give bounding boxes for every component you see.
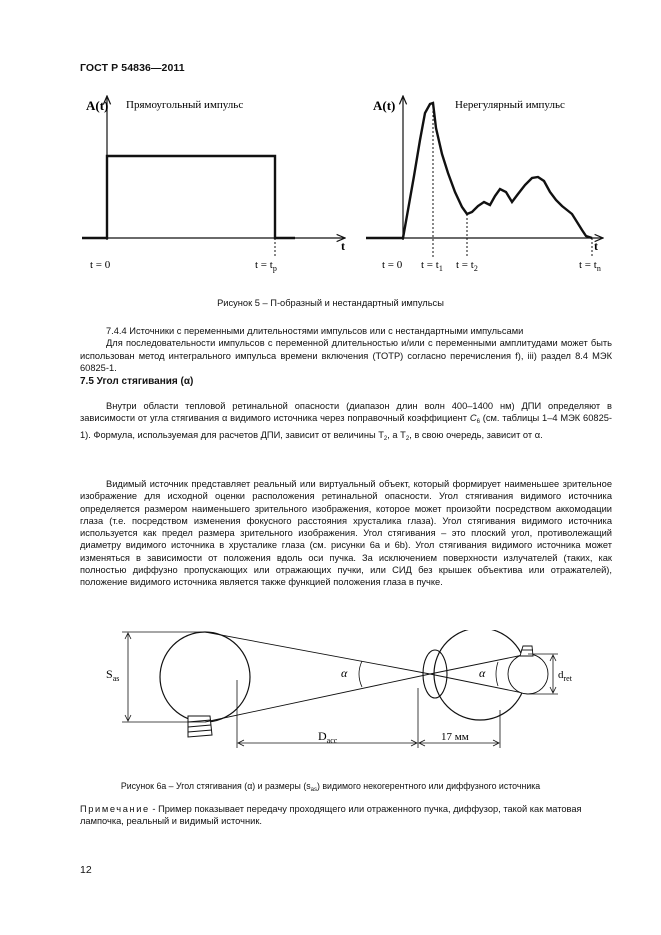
eye-lens: [423, 650, 447, 698]
section-75-p1: Внутри области тепловой ретинальной опасности (диапазон длин волн 400–1400 нм) ДПИ определяют в зависимости от угла стягивания α видимого источника через поправочный коэффициент $C_6$ (см. таблицы 1–4 МЭК 60825-1). Формула, используемая для расчетов ДПИ, зависит от величины $T_2$, а $T_2$, в свою очередь, зависит от α.: [80, 401, 613, 442]
note-text: - Пример показывает передачу проходящего или отраженного пучка, диффузор, такой как матовая лампочка, реальный и видимый источник.: [80, 804, 582, 827]
section-744-text: Для последовательности импульсов с переменной длительностью и/или с переменными амплитудами может быть использован метод интегрального импульса времени включения (TOTP) согласно перечисления f), iii) раздел 8.4 МЭК 60825-1.: [80, 338, 612, 373]
document-header: ГОСТ Р 54836—2011: [80, 62, 185, 74]
figure-5-caption: Рисунок 5 – П-образный и нестандартный импульсы: [217, 298, 444, 308]
note: [80, 803, 612, 828]
left-xlabel: t: [341, 239, 345, 253]
alpha-right: α: [479, 666, 486, 680]
left-t0: t = 0: [90, 259, 111, 271]
left-title: Прямоугольный импульс: [126, 99, 244, 111]
right-xlabel: t: [594, 239, 598, 253]
right-t0: t = 0: [382, 259, 403, 271]
alpha-left: α: [341, 666, 348, 680]
note-label: Примечание: [80, 804, 150, 814]
lamp-base: [188, 716, 212, 737]
mm17-label: 17 мм: [441, 731, 469, 743]
figure-5: [0, 0, 661, 300]
right-title: Нерегулярный импульс: [455, 99, 565, 111]
right-tn: $t = t_n$: [579, 259, 601, 273]
sas-label: $S_{as}$: [106, 667, 120, 683]
section-75-p2: Видимый источник представляет реальный или виртуальный объект, который формирует наименьшее зрительное изображение для исходной оценки расположения ретинальной опасности. Угол стягивания видимого источника определяется размером наименьшего зрительного изображения, которое может произойти посредством аккомодации глаза (т.е. посредством изменения фокусного расстояния хрусталика глаза). Угол стягивания видимого источника используется как предел размера зрительного изображения. Угол стягивания – это плоский угол, противолежащий диаметру видимого источника в хрусталике глаза (см. рисунки 6a и 6b). Угол стягивания видимого источника может изменяться в зависимости от положения вдоль оси пучка. За исключением поверхности излучателей (таких, как полностью диффузно пропускающих или отражающих пучки, или СИД без крышек объектива или отражателей), положение видимого источника является также функцией положения глаза в пучке.: [80, 479, 612, 588]
irregular-pulse-curve: [366, 103, 592, 238]
dacc-label: $D_{acc}$: [318, 729, 338, 745]
left-tp: $t = t_p$: [255, 259, 277, 273]
figure-6a: [0, 630, 661, 770]
section-744: [80, 325, 612, 374]
section-75-heading: 7.5 Угол стягивания (α): [80, 376, 194, 387]
figure-6a-caption: Рисунок 6а – Угол стягивания (α) и размеры $(s_{as})$ видимого некогерентного или диффузного источника: [120, 781, 541, 793]
page-number: 12: [80, 864, 92, 876]
right-t2: $t = t_2$: [456, 259, 478, 273]
source-sphere: [160, 632, 250, 722]
right-ylabel: A(t): [373, 98, 396, 113]
rect-pulse-curve: [82, 156, 295, 238]
irregular-pulse-chart: [366, 96, 603, 273]
ray-top: [205, 632, 430, 674]
right-t1: $t = t_1$: [421, 259, 443, 273]
rect-pulse-chart: [82, 96, 345, 273]
dret-label: $d_{ret}$: [558, 669, 572, 683]
ray-bottom: [205, 674, 430, 722]
section-744-title: 7.4.4 Источники с переменными длительностями импульсов или с нестандартными импульсами: [106, 326, 524, 336]
left-ylabel: A(t): [86, 98, 109, 113]
retina-image: [508, 646, 548, 694]
